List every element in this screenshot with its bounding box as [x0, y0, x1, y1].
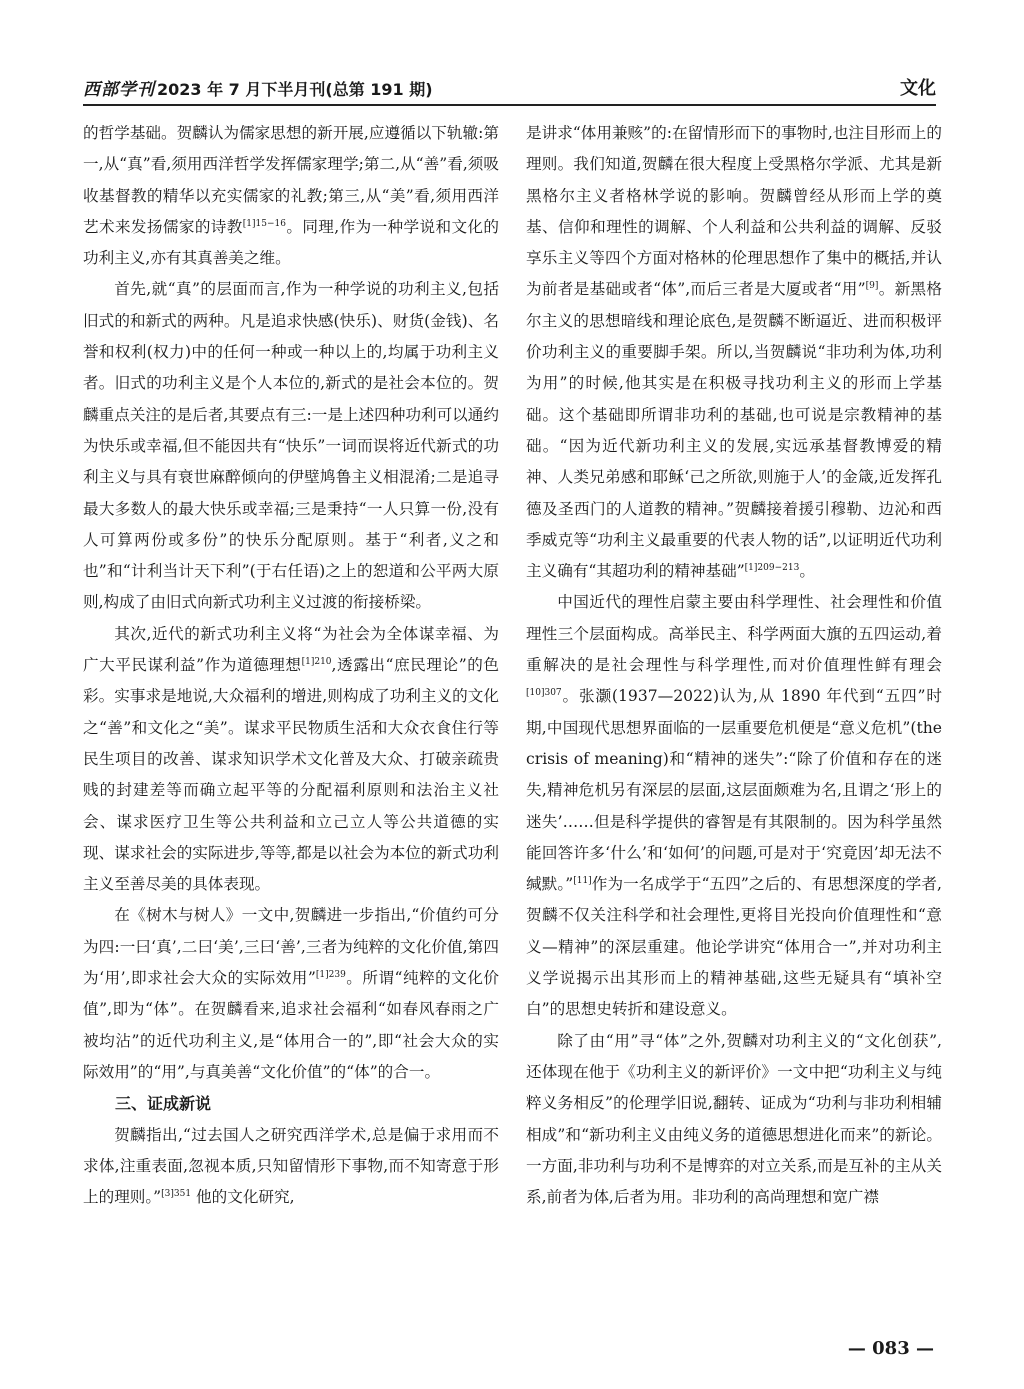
paragraph-text: 。同理,作为一种学说和文化的功利主义,亦有其真善美之维。 [83, 217, 499, 268]
paragraph-text: 贺麟指出,“过去国人之研究西洋学术,总是偏于求用而不求体,注重表面,忽视本质,只知留情形下事物,而不知寄意于形上的理则。” [83, 1125, 499, 1207]
paragraph-text: 中国近代的理性启蒙主要由科学理性、社会理性和价值理性三个层面构成。高举民主、科学两面大旗的五四运动,着重解决的是社会理性与科学理性,而对价值理性鲜有理会 [526, 593, 942, 675]
left-column [83, 118, 499, 1213]
paragraph-text: 的哲学基础。贺麟认为儒家思想的新开展,应遵循以下轨辙:第一,从“真”看,须用西洋哲学发挥儒家理学;第二,从“善”看,须吸收基督教的精华以充实儒家的礼教;第三,从“美”看,须用西洋艺术来发扬儒家的诗教 [83, 124, 499, 236]
citation: [9] [865, 281, 879, 292]
citation: [3]351 [161, 1189, 192, 1200]
paragraph-text: 。新黑格尔主义的思想暗线和理论底色,是贺麟不断逼近、进而积极评价功利主义的重要脚手架。所以,当贺麟说“非功利为体,功利为用”的时候,他其实是在积极寻找功利主义的形而上学基础。这个基础即所谓非功利的基础,也可说是宗教精神的基础。“因为近代新功利主义的发展,实远承基督教博爱的精神、人类兄弟感和耶稣‘己之所欲,则施于人’的金箴,近发挥孔德及圣西门的人道教的精神。”贺麟接着援引穆勒、边沁和西季威克等“功利主义最重要的代表人物的话”,以证明近代功利主义确有“其超功利的精神基础” [526, 280, 942, 581]
paragraph [526, 587, 942, 1025]
issue-info: 2023 年 7 月下半月刊(总第 191 期) [157, 80, 433, 99]
citation: [11] [573, 876, 592, 887]
paragraph [83, 900, 499, 1088]
citation: [1]210 [301, 657, 332, 668]
citation: [1]15−16 [242, 218, 286, 229]
paragraph-text: ,透露出“庶民理论”的色彩。实事求是地说,大众福利的增进,则构成了功利主义的文化之“善”和文化之“美”。谋求平民物质生活和大众衣食住行等民生项目的改善、谋求知识学术文化普及大众、打破亲疏贵贱的封建差等而确立起平等的分配福利原则和法治主义社会、谋求医疗卫生等公共利益和立己立人等公共道德的实现、谋求社会的实际进步,等等,都是以社会为本位的新式功利主义至善尽美的具体表现。 [83, 656, 499, 894]
paragraph-text: 其次,近代的新式功利主义将“为社会为全体谋幸福、为广大平民谋利益”作为道德理想 [83, 624, 499, 675]
right-column [526, 118, 942, 1213]
section-label: 文化 [900, 78, 936, 99]
paragraph [526, 118, 942, 587]
paragraph-text: 除了由“用”寻“体”之外,贺麟对功利主义的“文化创获”,还体现在他于《功利主义的新评价》一文中把“功利主义与纯粹义务相反”的伦理学旧说,翻转、证成为“功利与非功利相辅相成”和“新功利主义由纯义务的道德思想进化而来”的新论。一方面,非功利与功利不是博弈的对立关系,而是互补的主从关系,前者为体,后者为用。非功利的高尚理想和宽广襟 [526, 1031, 942, 1207]
paragraph [83, 118, 499, 274]
paragraph-text: 。 [799, 562, 815, 581]
page-header [83, 70, 936, 106]
paragraph [526, 1026, 942, 1214]
paragraph [83, 274, 499, 618]
citation: [10]307 [526, 688, 562, 699]
paragraph-text: 在《树木与树人》一文中,贺麟进一步指出,“价值约可分为四:一曰‘真’,二曰‘美’,三曰‘善’,三者为纯粹的文化价值,第四为‘用’,即求社会大众的实际效用” [83, 906, 499, 988]
paragraph-text: 作为一名成学于“五四”之后的、有思想深度的学者,贺麟不仅关注科学和社会理性,更将目光投向价值理性和“意义—精神”的深层重建。他论学讲究“体用合一”,并对功利主义学说揭示出其形而上的精神基础,这些无疑具有“填补空白”的思想史转折和建设意义。 [526, 875, 942, 1019]
header-left [83, 75, 433, 104]
citation: [1]209−213 [744, 563, 800, 574]
paragraph [83, 1120, 499, 1214]
paragraph-text: 他的文化研究, [191, 1188, 295, 1207]
page-number: — 083 — [847, 1338, 934, 1359]
paragraph-text: 。所谓“纯粹的文化价值”,即为“体”。在贺麟看来,追求社会福利“如春风春雨之广被均沾”的近代功利主义,是“体用合一的”,即“社会大众的实际效用”的“用”,与真美善“文化价值”的“体”的合一。 [83, 969, 499, 1081]
paragraph-text: 首先,就“真”的层面而言,作为一种学说的功利主义,包括旧式的和新式的两种。凡是追求快感(快乐)、财货(金钱)、名誉和权利(权力)中的任何一种或一种以上的,均属于功利主义者。旧式的功利主义是个人本位的,新式的是社会本位的。贺麟重点关注的是后者,其要点有三:一是上述四种功利可以通约为快乐或幸福,但不能因共有“快乐”一词而误将近代新式的功利主义与具有衰世麻醉倾向的伊壁鸠鲁主义相混淆;二是追寻最大多数人的最大快乐或幸福;三是秉持“一人只算一份,没有人可算两份或多份”的快乐分配原则。基于“利者,义之和也”和“计利当计天下利”(于右任语)之上的恕道和公平两大原则,构成了由旧式向新式功利主义过渡的衔接桥梁。 [83, 280, 499, 612]
journal-logo: 西部学刊 [83, 80, 155, 100]
paragraph [83, 619, 499, 901]
paragraph-text: 是讲求“体用兼赅”的:在留情形而下的事物时,也注目形而上的理则。我们知道,贺麟在很大程度上受黑格尔学派、尤其是新黑格尔主义者格林学说的影响。贺麟曾经从形而上学的奠基、信仰和理性的调解、个人利益和公共利益的调解、反驳享乐主义等四个方面对格林的伦理思想作了集中的概括,并认为前者是基础或者“体”,而后三者是大厦或者“用” [526, 124, 942, 299]
section-heading: 三、证成新说 [115, 1094, 212, 1114]
paragraph-text: 。张灏(1937—2022)认为,从 1890 年代到“五四”时期,中国现代思想界面临的一层重要危机便是“意义危机”(the crisis of meaning)和“精神的迷失”:“除了价值和存在的迷失,精神危机另有深层的层面,这层面颇难为名,且谓之‘形上的迷失’……但是科学提供的睿智是有其限制的。因为科学虽然能回答许多‘什么’和‘如何’的问题,可是对于‘究竟因’却无法不缄默。” [526, 687, 942, 894]
citation: [1]239 [315, 970, 346, 981]
